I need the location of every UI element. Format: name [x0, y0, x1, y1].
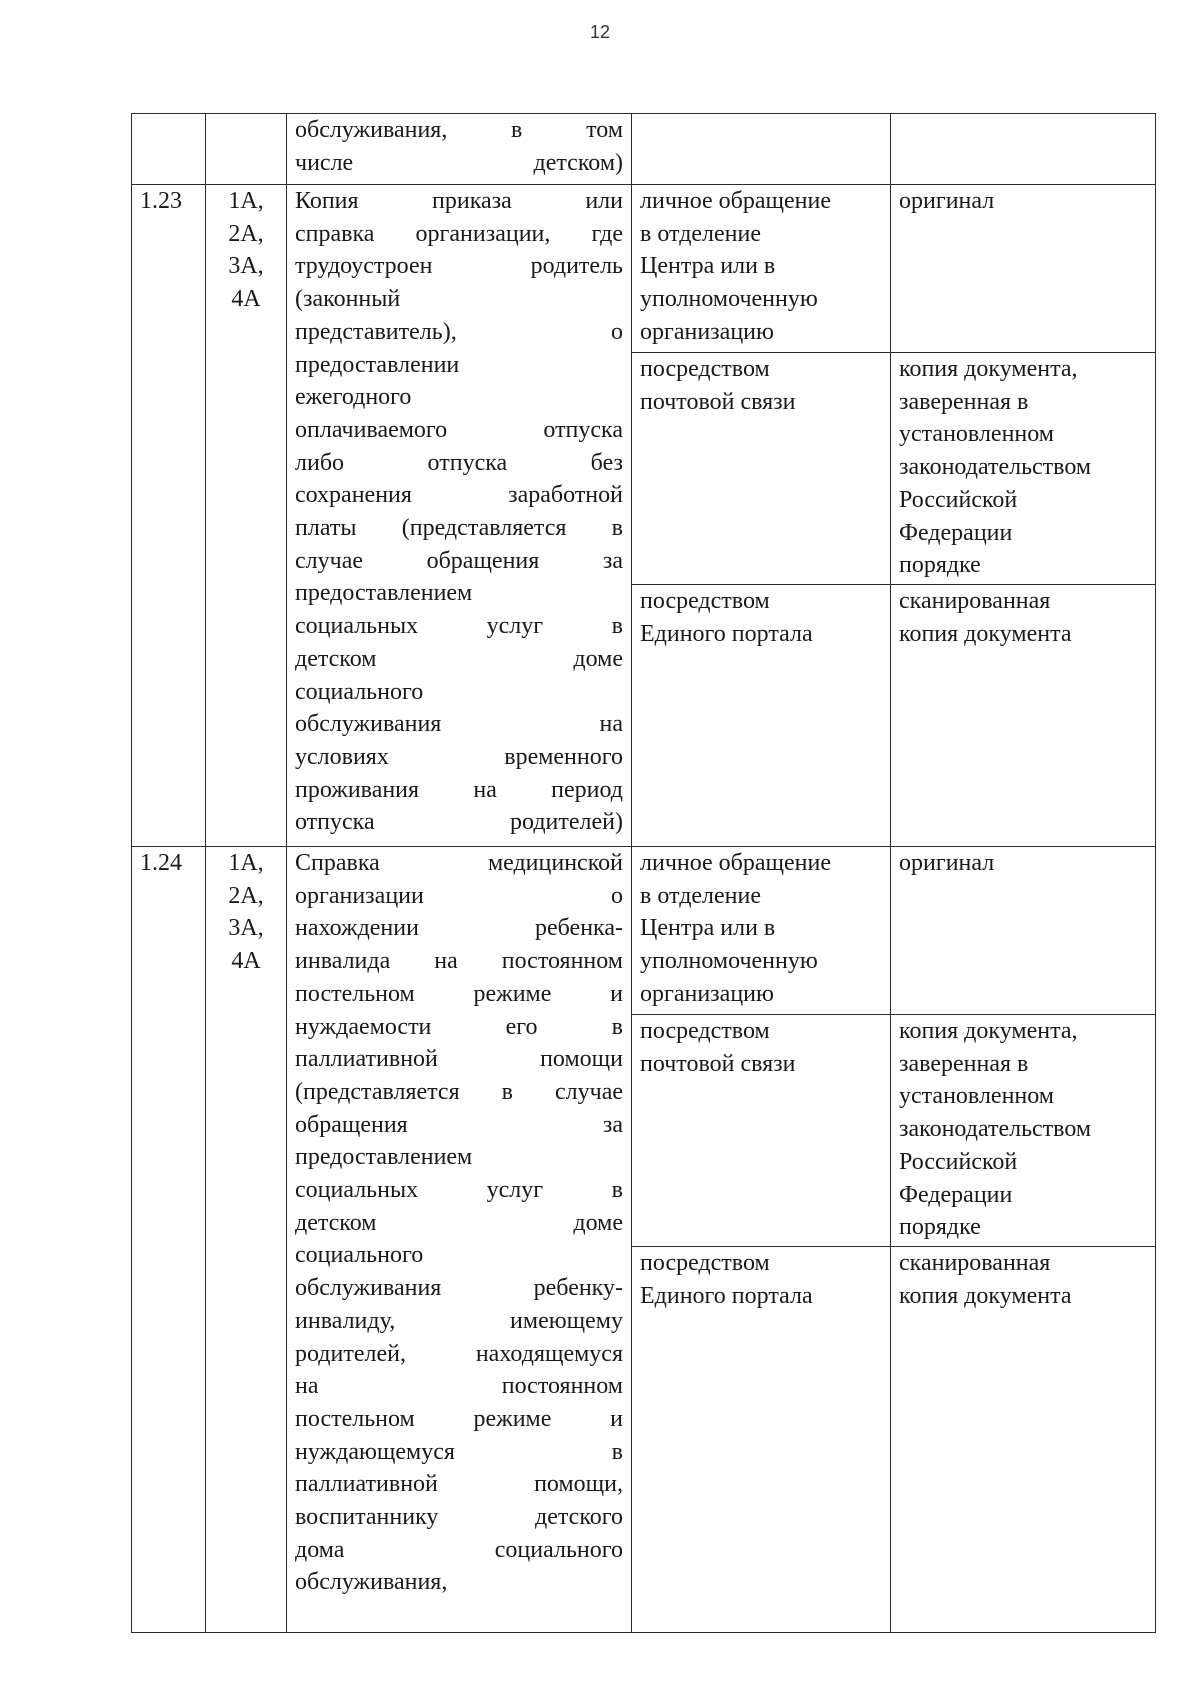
text-line: копия документа,	[899, 356, 1078, 382]
text-line: социального	[295, 678, 424, 705]
text-line: оригинал	[899, 188, 995, 214]
submission-method	[632, 585, 891, 847]
text-line: Российской	[899, 486, 1018, 513]
text-line: либо отпуска без	[295, 449, 623, 476]
text-line: на постоянном	[295, 1373, 623, 1400]
text-line: проживания на период	[295, 776, 623, 803]
text-line: копия документа	[899, 620, 1072, 647]
text-line: родителей, находящемуся	[295, 1340, 623, 1367]
text-line: организацию	[640, 980, 774, 1007]
text-line: (законный	[295, 286, 401, 313]
text-line: посредством	[640, 356, 770, 382]
category-cell	[206, 185, 287, 847]
item-number	[132, 114, 206, 185]
text-line: дома социального	[295, 1536, 623, 1563]
text-line: (представляется в случае	[295, 1078, 623, 1105]
table-row	[132, 847, 1156, 1015]
submission-method	[632, 185, 891, 353]
text-line: нуждаемости его в	[295, 1013, 623, 1040]
text-line: Единого портала	[640, 620, 813, 647]
document-form	[891, 114, 1156, 185]
document-form	[891, 1247, 1156, 1633]
text-line: обслуживания ребенку-	[295, 1275, 623, 1302]
text-line: трудоустроен родитель	[295, 253, 623, 280]
text-line: почтовой связи	[640, 388, 796, 415]
text-line: 4А	[231, 286, 261, 313]
document-form	[891, 353, 1156, 585]
text-line: установленном	[899, 421, 1054, 448]
submission-method	[632, 114, 891, 185]
text-line: отпуска родителей)	[295, 809, 623, 836]
text-line: копия документа,	[899, 1018, 1078, 1044]
text-line: справка организации, где	[295, 220, 623, 247]
text-line: посредством	[640, 588, 770, 614]
document-form	[891, 1015, 1156, 1247]
text-line: законодательством	[899, 1116, 1092, 1143]
item-number: 1.23	[132, 185, 206, 847]
text-line: постельном режиме и	[295, 980, 623, 1007]
category-cell	[206, 847, 287, 1633]
text-line: ежегодного	[295, 384, 412, 411]
text-line: обслуживания, в том	[295, 117, 623, 143]
text-line: посредством	[640, 1250, 770, 1276]
text-line: Единого портала	[640, 1282, 813, 1309]
text-line: законодательством	[899, 454, 1092, 481]
text-line: предоставлении	[295, 351, 460, 378]
text-line: 4А	[231, 948, 261, 975]
submission-method	[632, 353, 891, 585]
submission-method	[632, 1247, 891, 1633]
text-line: обслуживания,	[295, 1569, 448, 1596]
text-line: паллиативной помощи	[295, 1046, 623, 1073]
text-line: детском доме	[295, 645, 623, 672]
table-row	[132, 185, 1156, 353]
table-row	[132, 114, 1156, 185]
text-line: Российской	[899, 1148, 1018, 1175]
text-line: обслуживания на	[295, 711, 623, 738]
text-line: Федерации	[899, 1181, 1013, 1208]
submission-method	[632, 847, 891, 1015]
document-form	[891, 185, 1156, 353]
text-line: 1А,	[228, 188, 264, 214]
text-line: в отделение	[640, 882, 762, 909]
text-line: 3А,	[228, 253, 264, 280]
document-description	[287, 185, 632, 847]
text-line: порядке	[899, 552, 981, 579]
text-line: оплачиваемого отпуска	[295, 416, 623, 443]
text-line: Центра или в	[640, 915, 776, 942]
text-line: 2А,	[228, 220, 264, 247]
text-line: инвалиду, имеющему	[295, 1307, 623, 1334]
text-line: посредством	[640, 1018, 770, 1044]
text-line: организацию	[640, 318, 774, 345]
text-line: воспитаннику детского	[295, 1504, 623, 1531]
text-line: уполномоченную	[640, 948, 818, 975]
text-line: 3А,	[228, 915, 264, 942]
text-line: нахождении ребенка-	[295, 915, 623, 942]
text-line: личное обращение	[640, 188, 832, 214]
document-form	[891, 585, 1156, 847]
text-line: условиях временного	[295, 743, 623, 770]
text-line: Федерации	[899, 519, 1013, 546]
text-line: числе детском)	[295, 149, 623, 176]
text-line: постельном режиме и	[295, 1405, 623, 1432]
text-line: нуждающемуся в	[295, 1438, 623, 1465]
text-line: организации о	[295, 882, 623, 909]
text-line: заверенная в	[899, 388, 1029, 415]
text-line: сканированная	[899, 1250, 1051, 1276]
text-line: 1А,	[228, 850, 264, 876]
text-line: инвалида на постоянном	[295, 948, 623, 975]
document-description	[287, 114, 632, 185]
text-line: социальных услуг в	[295, 613, 623, 640]
text-line: личное обращение	[640, 850, 832, 876]
text-line: 2А,	[228, 882, 264, 909]
submission-method	[632, 1015, 891, 1247]
text-line: случае обращения за	[295, 547, 623, 574]
text-line: уполномоченную	[640, 286, 818, 313]
page-number: 12	[589, 22, 611, 42]
text-line: заверенная в	[899, 1050, 1029, 1077]
text-line: оригинал	[899, 850, 995, 876]
document-description	[287, 847, 632, 1633]
text-line: социального	[295, 1242, 424, 1269]
text-line: представитель), о	[295, 318, 623, 345]
item-number: 1.24	[132, 847, 206, 1633]
text-line: Центра или в	[640, 253, 776, 280]
text-line: платы (представляется в	[295, 515, 623, 542]
text-line: Справка медицинской	[295, 850, 623, 876]
text-line: обращения за	[295, 1111, 623, 1138]
document-form	[891, 847, 1156, 1015]
text-line: Копия приказа или	[295, 188, 623, 214]
text-line: предоставлением	[295, 580, 473, 607]
text-line: в отделение	[640, 220, 762, 247]
text-line: паллиативной помощи,	[295, 1471, 623, 1498]
documents-table	[131, 113, 1156, 1633]
text-line: копия документа	[899, 1282, 1072, 1309]
text-line: социальных услуг в	[295, 1177, 623, 1204]
category-cell	[206, 114, 287, 185]
text-line: предоставлением	[295, 1144, 473, 1171]
text-line: сохранения заработной	[295, 482, 623, 509]
text-line: детском доме	[295, 1209, 623, 1236]
text-line: сканированная	[899, 588, 1051, 614]
text-line: порядке	[899, 1214, 981, 1241]
text-line: почтовой связи	[640, 1050, 796, 1077]
text-line: установленном	[899, 1083, 1054, 1110]
